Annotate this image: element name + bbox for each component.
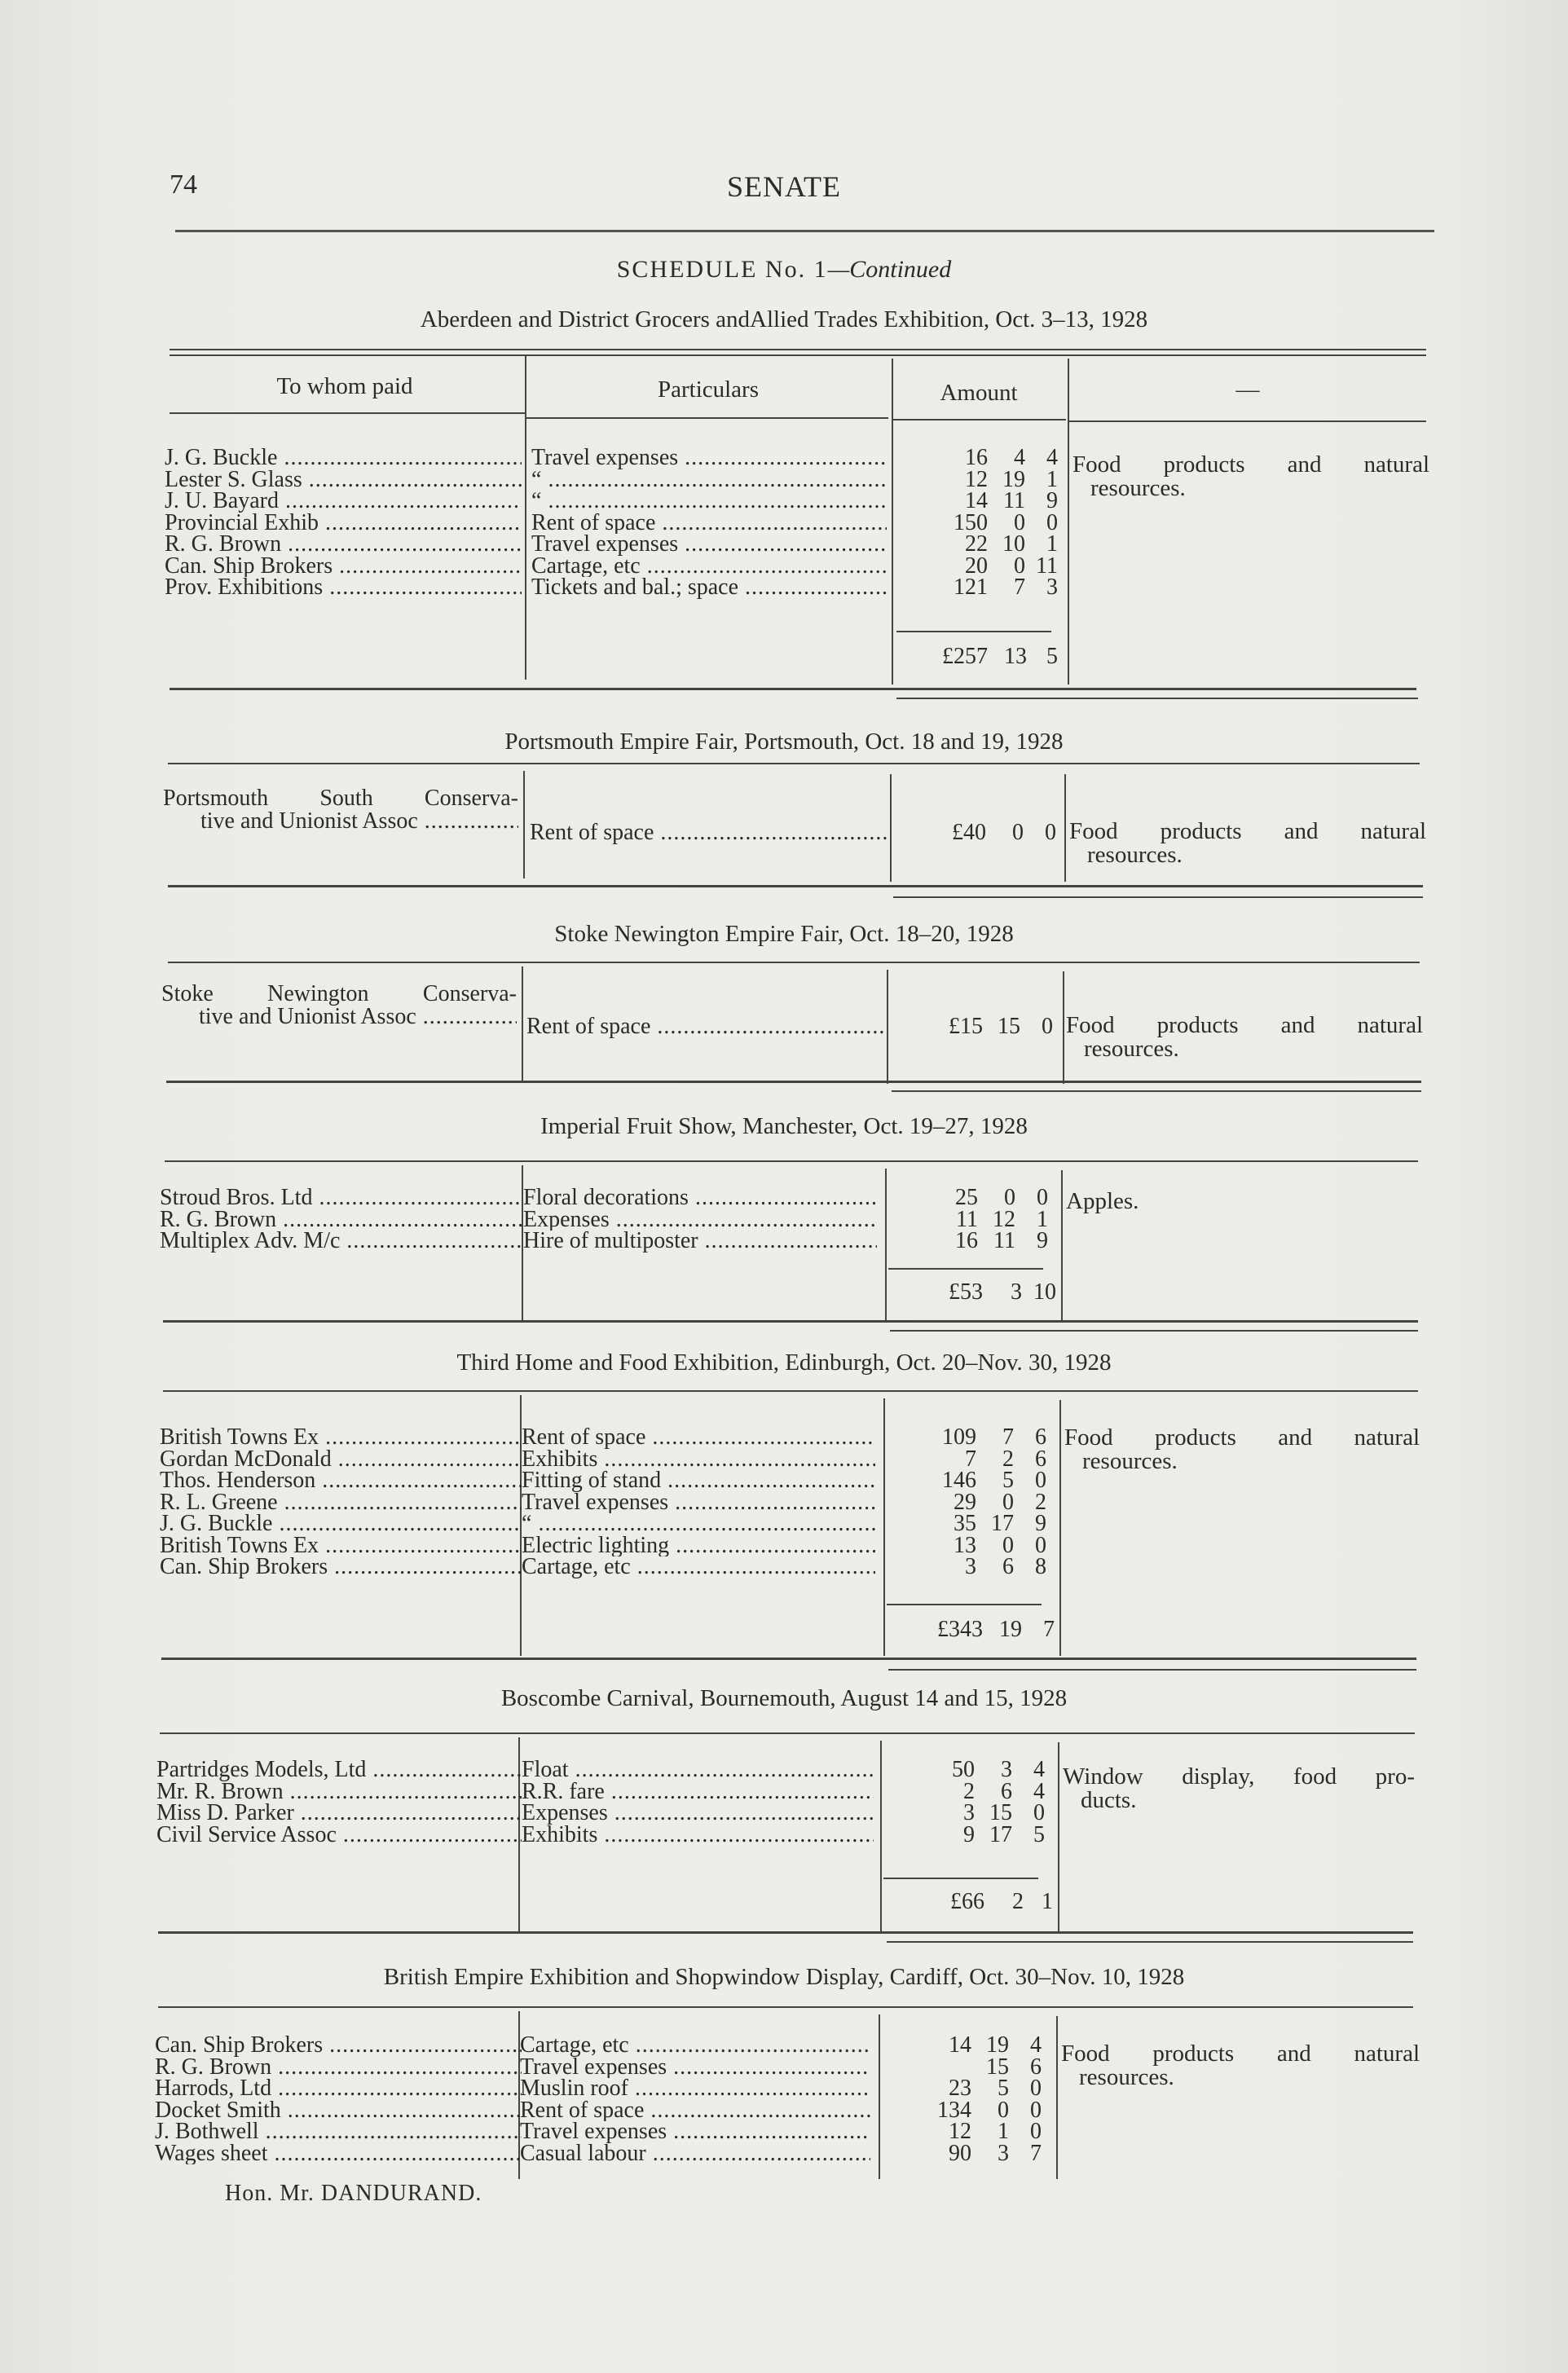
amount-cell: 16 11 9 bbox=[955, 1228, 1048, 1253]
payee-cell: Stroud Bros. Ltd ..... bbox=[160, 1186, 522, 1209]
particulars-cell: Expenses ..... bbox=[522, 1802, 874, 1825]
section-total: £66 2 1 bbox=[950, 1889, 1053, 1914]
particulars-cell: Travel expenses ..... bbox=[522, 1491, 875, 1514]
particulars-cell: Travel expenses ..... bbox=[531, 533, 887, 556]
amount-cell: 3 6 8 bbox=[965, 1554, 1046, 1579]
amount-cell: 9 17 5 bbox=[963, 1821, 1045, 1847]
payee-cell: British Towns Ex ..... bbox=[160, 1534, 522, 1557]
running-head: SENATE bbox=[727, 170, 841, 203]
amount-cell: 12 19 1 bbox=[965, 466, 1058, 492]
amount-cell: 22 10 1 bbox=[965, 531, 1058, 557]
amount-cell: 15 6 bbox=[986, 2054, 1042, 2080]
amount-cell: 90 3 7 bbox=[949, 2140, 1042, 2166]
payee-cell: R. G. Brown ..... bbox=[160, 1209, 522, 1231]
payee-line: tive and Unionist Assoc ..... bbox=[163, 810, 518, 833]
particulars-cell: Rent of space ..... bbox=[530, 821, 887, 844]
section-total: £343 19 7 bbox=[937, 1617, 1055, 1642]
payee-line: Portsmouth South Conserva- bbox=[163, 787, 518, 810]
table-top-rule bbox=[170, 349, 1426, 356]
amount-cell: 23 5 0 bbox=[949, 2076, 1042, 2101]
payee-line: Stoke Newington Conserva- bbox=[161, 983, 517, 1006]
section-title: Boscombe Carnival, Bournemouth, August 14 and 15, 1928 bbox=[500, 1685, 1068, 1711]
payee-cell: Harrods, Ltd ..... bbox=[155, 2077, 522, 2100]
section-remarks: Food products and natural resources. bbox=[1069, 818, 1426, 868]
total-rule bbox=[883, 1878, 1038, 1879]
section-title: Aberdeen and District Grocers andAllied Trades Exhibition, Oct. 3–13, 1928 bbox=[420, 306, 1148, 332]
amount-cell: 50 3 4 bbox=[952, 1757, 1045, 1782]
particulars-cell: Float ..... bbox=[522, 1759, 874, 1781]
payee-cell: J. Bothwell ..... bbox=[155, 2120, 522, 2143]
section-remarks: Apples. bbox=[1066, 1188, 1139, 1214]
section-title: Stoke Newington Empire Fair, Oct. 18–20, 1928 bbox=[554, 921, 1014, 947]
payee-cell: Miss D. Parker ..... bbox=[156, 1802, 522, 1825]
total-rule bbox=[888, 1268, 1043, 1270]
amount-cell: 11 12 1 bbox=[956, 1206, 1048, 1232]
column-header-amount: Amount bbox=[940, 380, 1018, 406]
particulars-cell: “ ..... bbox=[531, 469, 887, 491]
total-rule bbox=[896, 631, 1051, 632]
header-rule bbox=[175, 230, 1434, 232]
payee-cell: Lester S. Glass ..... bbox=[165, 469, 522, 491]
amount-cell: 25 0 0 bbox=[955, 1185, 1048, 1210]
amount-cell: 12 1 0 bbox=[949, 2119, 1042, 2144]
particulars-cell: Casual labour ..... bbox=[520, 2142, 870, 2165]
section-title: British Empire Exhibition and Shopwindow Display, Cardiff, Oct. 30–Nov. 10, 1928 bbox=[383, 1964, 1185, 1990]
particulars-cell: Cartage, etc ..... bbox=[531, 555, 887, 578]
particulars-cell: Expenses ..... bbox=[523, 1209, 877, 1231]
amount-cell: 134 0 0 bbox=[937, 2097, 1042, 2123]
section-remarks: Food products and natural resources. bbox=[1061, 2041, 1420, 2090]
section-total: £257 13 5 bbox=[942, 644, 1058, 669]
particulars-cell: Fitting of stand ..... bbox=[522, 1469, 875, 1492]
amount-cell: 13 0 0 bbox=[954, 1532, 1046, 1558]
amount-cell: 7 2 6 bbox=[965, 1446, 1046, 1472]
amount-cell: £40 0 0 bbox=[952, 820, 1056, 845]
signature-line: Hon. Mr. DANDURAND. bbox=[225, 2181, 482, 2206]
particulars-cell: Cartage, etc ..... bbox=[520, 2034, 870, 2057]
payee-cell: Wages sheet ..... bbox=[155, 2142, 522, 2165]
section-remarks: Window display, food pro- ducts. bbox=[1063, 1763, 1415, 1813]
payee-cell: British Towns Ex ..... bbox=[160, 1426, 522, 1449]
particulars-cell: R.R. fare ..... bbox=[522, 1781, 874, 1803]
section-title: Imperial Fruit Show, Manchester, Oct. 19–27, 1928 bbox=[540, 1113, 1028, 1139]
payee-cell: Multiplex Adv. M/c ..... bbox=[160, 1230, 522, 1253]
particulars-cell: Rent of space ..... bbox=[522, 1426, 875, 1449]
payee-cell: Provincial Exhib ..... bbox=[165, 512, 522, 535]
particulars-cell: Rent of space ..... bbox=[531, 512, 887, 535]
schedule-title: SCHEDULE No. 1—Continued bbox=[616, 256, 952, 283]
amount-cell: 29 0 2 bbox=[954, 1489, 1046, 1515]
particulars-cell: Muslin roof ..... bbox=[520, 2077, 870, 2100]
amount-cell: 2 6 4 bbox=[963, 1778, 1045, 1804]
payee-cell: J. G. Buckle ..... bbox=[165, 447, 522, 469]
amount-cell: 16 4 4 bbox=[965, 445, 1058, 470]
payee-cell: R. L. Greene ..... bbox=[160, 1491, 522, 1514]
particulars-cell: “ ..... bbox=[531, 490, 887, 513]
payee-cell: Civil Service Assoc ..... bbox=[156, 1824, 522, 1847]
particulars-cell: Electric lighting ..... bbox=[522, 1534, 875, 1557]
payee-cell: Docket Smith ..... bbox=[155, 2099, 522, 2122]
section-title: Portsmouth Empire Fair, Portsmouth, Oct. 18 and 19, 1928 bbox=[504, 729, 1064, 755]
amount-cell: 121 7 3 bbox=[954, 575, 1058, 600]
page-number: 74 bbox=[170, 170, 197, 200]
amount-cell: 35 17 9 bbox=[954, 1511, 1046, 1536]
section-remarks: Food products and natural resources. bbox=[1066, 1012, 1423, 1062]
column-header-payee: To whom paid bbox=[276, 373, 413, 399]
payee-cell: R. G. Brown ..... bbox=[165, 533, 522, 556]
amount-cell: 109 7 6 bbox=[942, 1424, 1046, 1450]
particulars-cell: Exhibits ..... bbox=[522, 1824, 874, 1847]
column-header-particulars: Particulars bbox=[657, 376, 759, 403]
payee-line: tive and Unionist Assoc ..... bbox=[161, 1006, 517, 1028]
particulars-cell: Travel expenses ..... bbox=[520, 2056, 870, 2079]
section-remarks: Food products and natural resources. bbox=[1064, 1424, 1420, 1474]
amount-cell: 146 5 0 bbox=[942, 1468, 1046, 1493]
payee-cell: Mr. R. Brown ..... bbox=[156, 1781, 522, 1803]
amount-cell: 150 0 0 bbox=[954, 509, 1058, 535]
particulars-cell: Floral decorations ..... bbox=[523, 1186, 877, 1209]
particulars-cell: Hire of multiposter ..... bbox=[523, 1230, 877, 1253]
particulars-cell: “ ..... bbox=[522, 1512, 875, 1535]
particulars-cell: Travel expenses ..... bbox=[520, 2120, 870, 2143]
amount-cell: 14 19 4 bbox=[949, 2032, 1042, 2058]
column-header-remarks: — bbox=[1235, 376, 1260, 403]
payee-cell: Can. Ship Brokers ..... bbox=[155, 2034, 522, 2057]
amount-cell: £15 15 0 bbox=[949, 1014, 1053, 1039]
particulars-cell: Tickets and bal.; space ..... bbox=[531, 576, 887, 599]
payee-cell: Partridges Models, Ltd ..... bbox=[156, 1759, 522, 1781]
payee-cell: Gordan McDonald ..... bbox=[160, 1448, 522, 1471]
payee-cell: Can. Ship Brokers ..... bbox=[165, 555, 522, 578]
payee-cell: J. U. Bayard ..... bbox=[165, 490, 522, 513]
amount-cell: 20 0 11 bbox=[965, 553, 1058, 579]
section-remarks: Food products and natural resources. bbox=[1072, 451, 1429, 501]
payee-cell: J. G. Buckle ..... bbox=[160, 1512, 522, 1535]
particulars-cell: Travel expenses ..... bbox=[531, 447, 887, 469]
particulars-cell: Rent of space ..... bbox=[526, 1015, 883, 1038]
payee-cell: R. G. Brown ..... bbox=[155, 2056, 522, 2079]
amount-cell: 3 15 0 bbox=[963, 1800, 1045, 1825]
section-total: £53 3 10 bbox=[949, 1279, 1056, 1305]
payee-cell: Thos. Henderson ..... bbox=[160, 1469, 522, 1492]
particulars-cell: Rent of space ..... bbox=[520, 2099, 870, 2122]
particulars-cell: Cartage, etc ..... bbox=[522, 1556, 875, 1578]
payee-cell: Can. Ship Brokers ..... bbox=[160, 1556, 522, 1578]
total-rule bbox=[887, 1604, 1042, 1605]
payee-cell: Prov. Exhibitions ..... bbox=[165, 576, 522, 599]
particulars-cell: Exhibits ..... bbox=[522, 1448, 875, 1471]
section-title: Third Home and Food Exhibition, Edinburgh, Oct. 20–Nov. 30, 1928 bbox=[456, 1349, 1112, 1376]
amount-cell: 14 11 9 bbox=[965, 488, 1058, 513]
